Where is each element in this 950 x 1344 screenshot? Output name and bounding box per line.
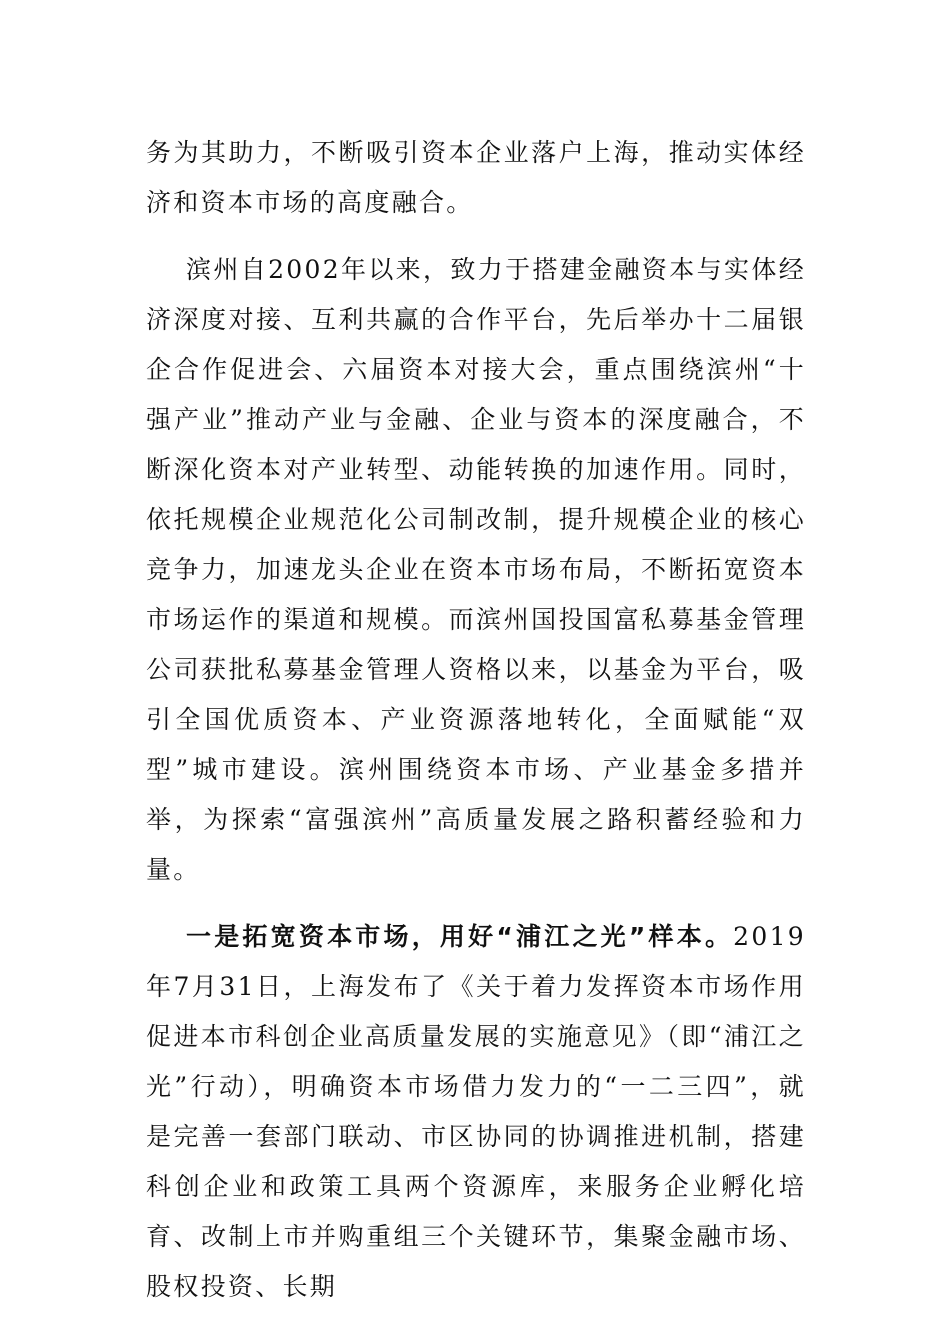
paragraph-2-text: 滨州自2002年以来，致力于搭建金融资本与实体经济深度对接、互利共赢的合作平台，先后举办十二届银企合作促进会、六届资本对接大会，重点围绕滨州“十强产业”推动产业与金融、企业与资本的深度融合，不断深化资本对产业转型、动能转换的加速作用。同时，依托规模企业规范化公司制改制，提升规模企业的核心竞争力，加速龙头企业在资本市场布局，不断拓宽资本市场运作的渠道和规模。而滨州国投国富私募基金管理公司获批私募基金管理人资格以来，以基金为平台，吸引全国优质资本、产业资源落地转化，全面赋能“双型”城市建设。滨州围绕资本市场、产业基金多措并举，为探索“富强滨州”高质量发展之路积蓄经验和力量。 bbox=[146, 255, 806, 884]
paragraph-3-text: 2019年7月31日，上海发布了《关于着力发挥资本市场作用促进本市科创企业高质量发展的实施意见》（即“浦江之光”行动），明确资本市场借力发力的“一二三四”，就是完善一套部门联动、市区协同的协调推进机制，搭建科创企业和政策工具两个资源库，来服务企业孵化培育、改制上市并购重组三个关键环节，集聚金融市场、股权投资、长期 bbox=[146, 922, 806, 1301]
paragraph-3 bbox=[146, 912, 806, 1312]
document-body bbox=[146, 128, 806, 1329]
paragraph-1-text: 务为其助力，不断吸引资本企业落户上海，推动实体经济和资本市场的高度融合。 bbox=[146, 138, 806, 217]
paragraph-1 bbox=[146, 128, 806, 228]
paragraph-2 bbox=[146, 245, 806, 895]
paragraph-3-heading: 一是拓宽资本市场，用好“浦江之光”样本。 bbox=[186, 922, 734, 951]
